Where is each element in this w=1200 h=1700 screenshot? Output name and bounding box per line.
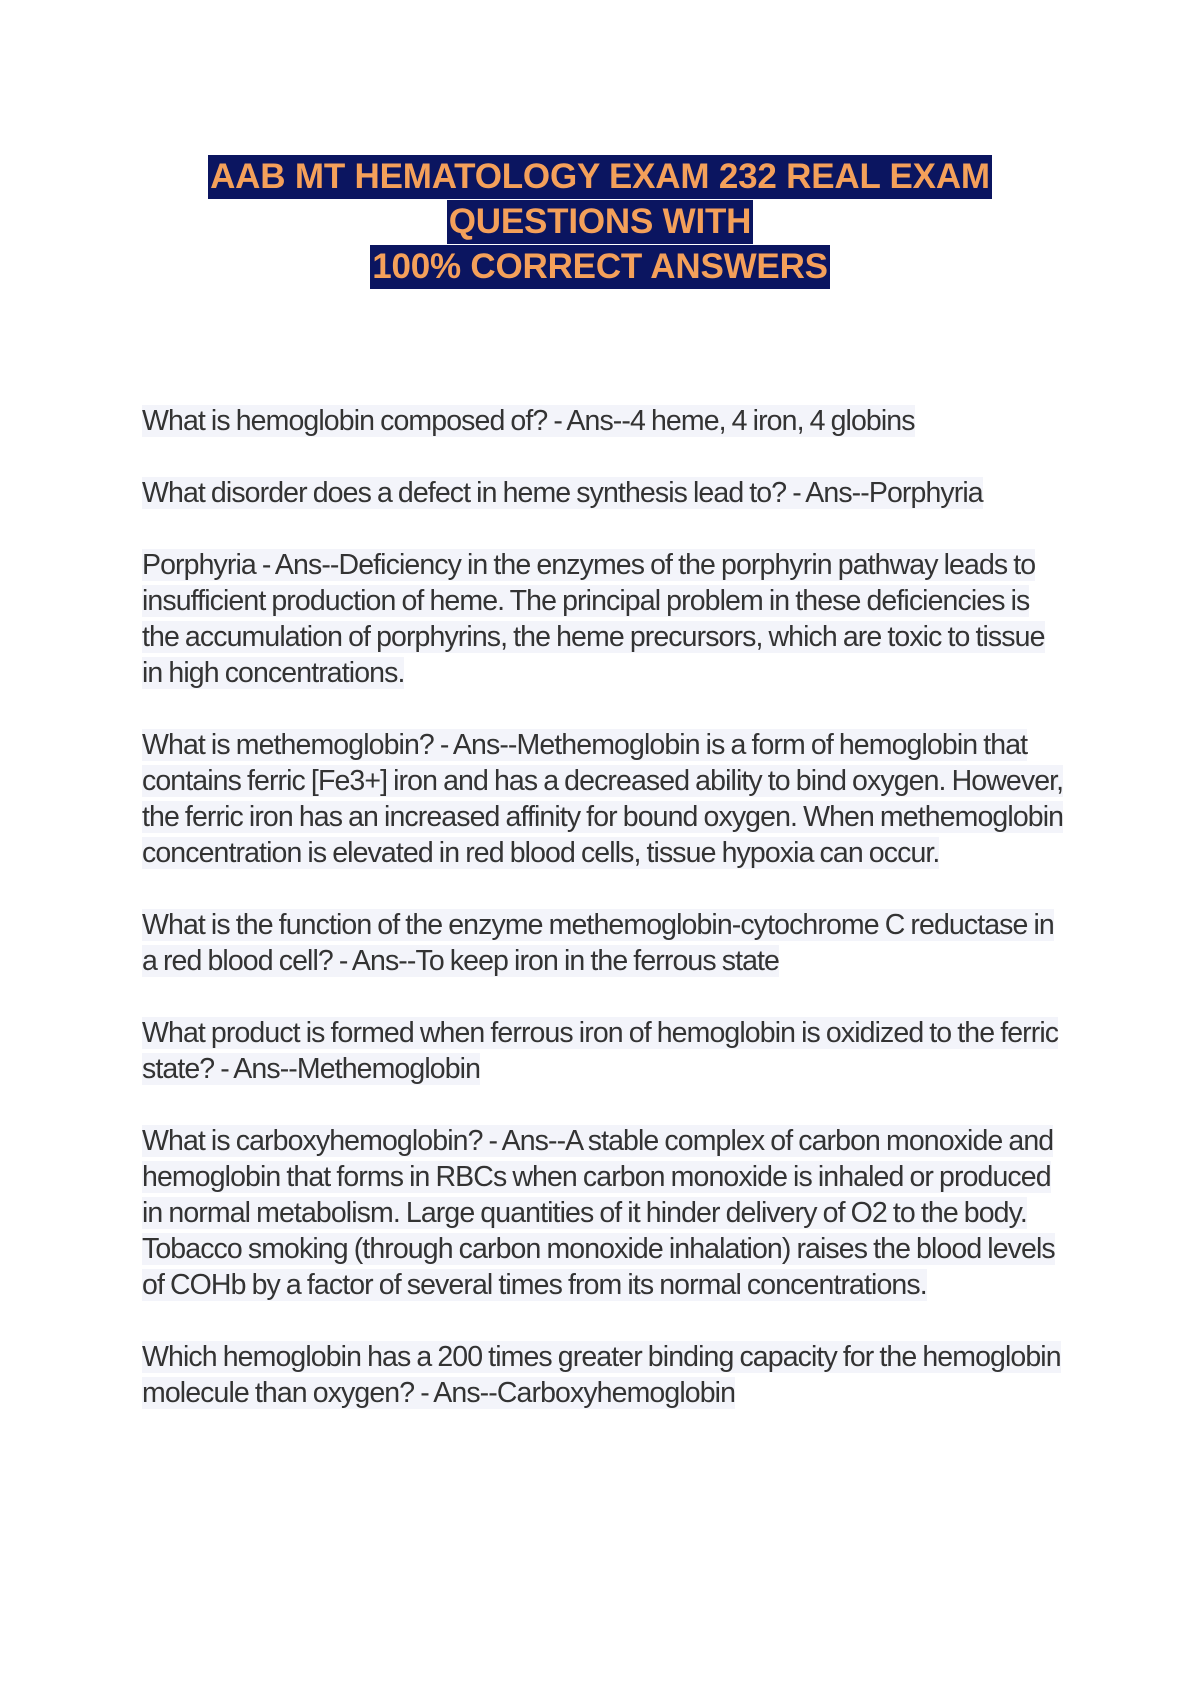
qa-text: What is the function of the enzyme methemoglobin-cytochrome C reductase in a red blood cell? - Ans--To keep iron in the ferrous state — [142, 909, 1054, 977]
title-line-1: AAB MT HEMATOLOGY EXAM 232 REAL EXAM — [208, 155, 992, 199]
qa-item — [142, 1123, 1067, 1303]
qa-item — [142, 1015, 1067, 1087]
document-title — [0, 155, 1200, 290]
qa-item — [142, 727, 1067, 871]
qa-item — [142, 1339, 1067, 1411]
qa-text: What is methemoglobin? - Ans--Methemoglobin is a form of hemoglobin that contains ferric [Fe3+] iron and has a decreased ability to bind oxygen. However, the ferric iron has an increased affinity for bound oxygen. When methemoglobin concentration is elevated in red blood cells, tissue hypoxia can occur. — [142, 729, 1064, 869]
qa-item — [142, 547, 1067, 691]
qa-item — [142, 907, 1067, 979]
qa-list — [142, 403, 1067, 1447]
title-line-3: 100% CORRECT ANSWERS — [370, 245, 830, 289]
title-line-2: QUESTIONS WITH — [447, 200, 753, 244]
qa-text: What disorder does a defect in heme synthesis lead to? - Ans--Porphyria — [142, 477, 983, 509]
qa-text: What product is formed when ferrous iron of hemoglobin is oxidized to the ferric state? - Ans--Methemoglobin — [142, 1017, 1059, 1085]
qa-text: Porphyria - Ans--Deficiency in the enzymes of the porphyrin pathway leads to insufficient production of heme. The principal problem in these deficiencies is the accumulation of porphyrins, the heme precursors, which are toxic to tissue in high concentrations. — [142, 549, 1045, 689]
qa-text: Which hemoglobin has a 200 times greater binding capacity for the hemoglobin molecule than oxygen? - Ans--Carboxyhemoglobin — [142, 1341, 1061, 1409]
qa-text: What is carboxyhemoglobin? - Ans--A stable complex of carbon monoxide and hemoglobin that forms in RBCs when carbon monoxide is inhaled or produced in normal metabolism. Large quantities of it hinder delivery of O2 to the body. Tobacco smoking (through carbon monoxide inhalation) raises the blood levels of COHb by a factor of several times from its normal concentrations. — [142, 1125, 1055, 1301]
qa-text: What is hemoglobin composed of? - Ans--4 heme, 4 iron, 4 globins — [142, 405, 915, 437]
qa-item — [142, 475, 1067, 511]
qa-item — [142, 403, 1067, 439]
